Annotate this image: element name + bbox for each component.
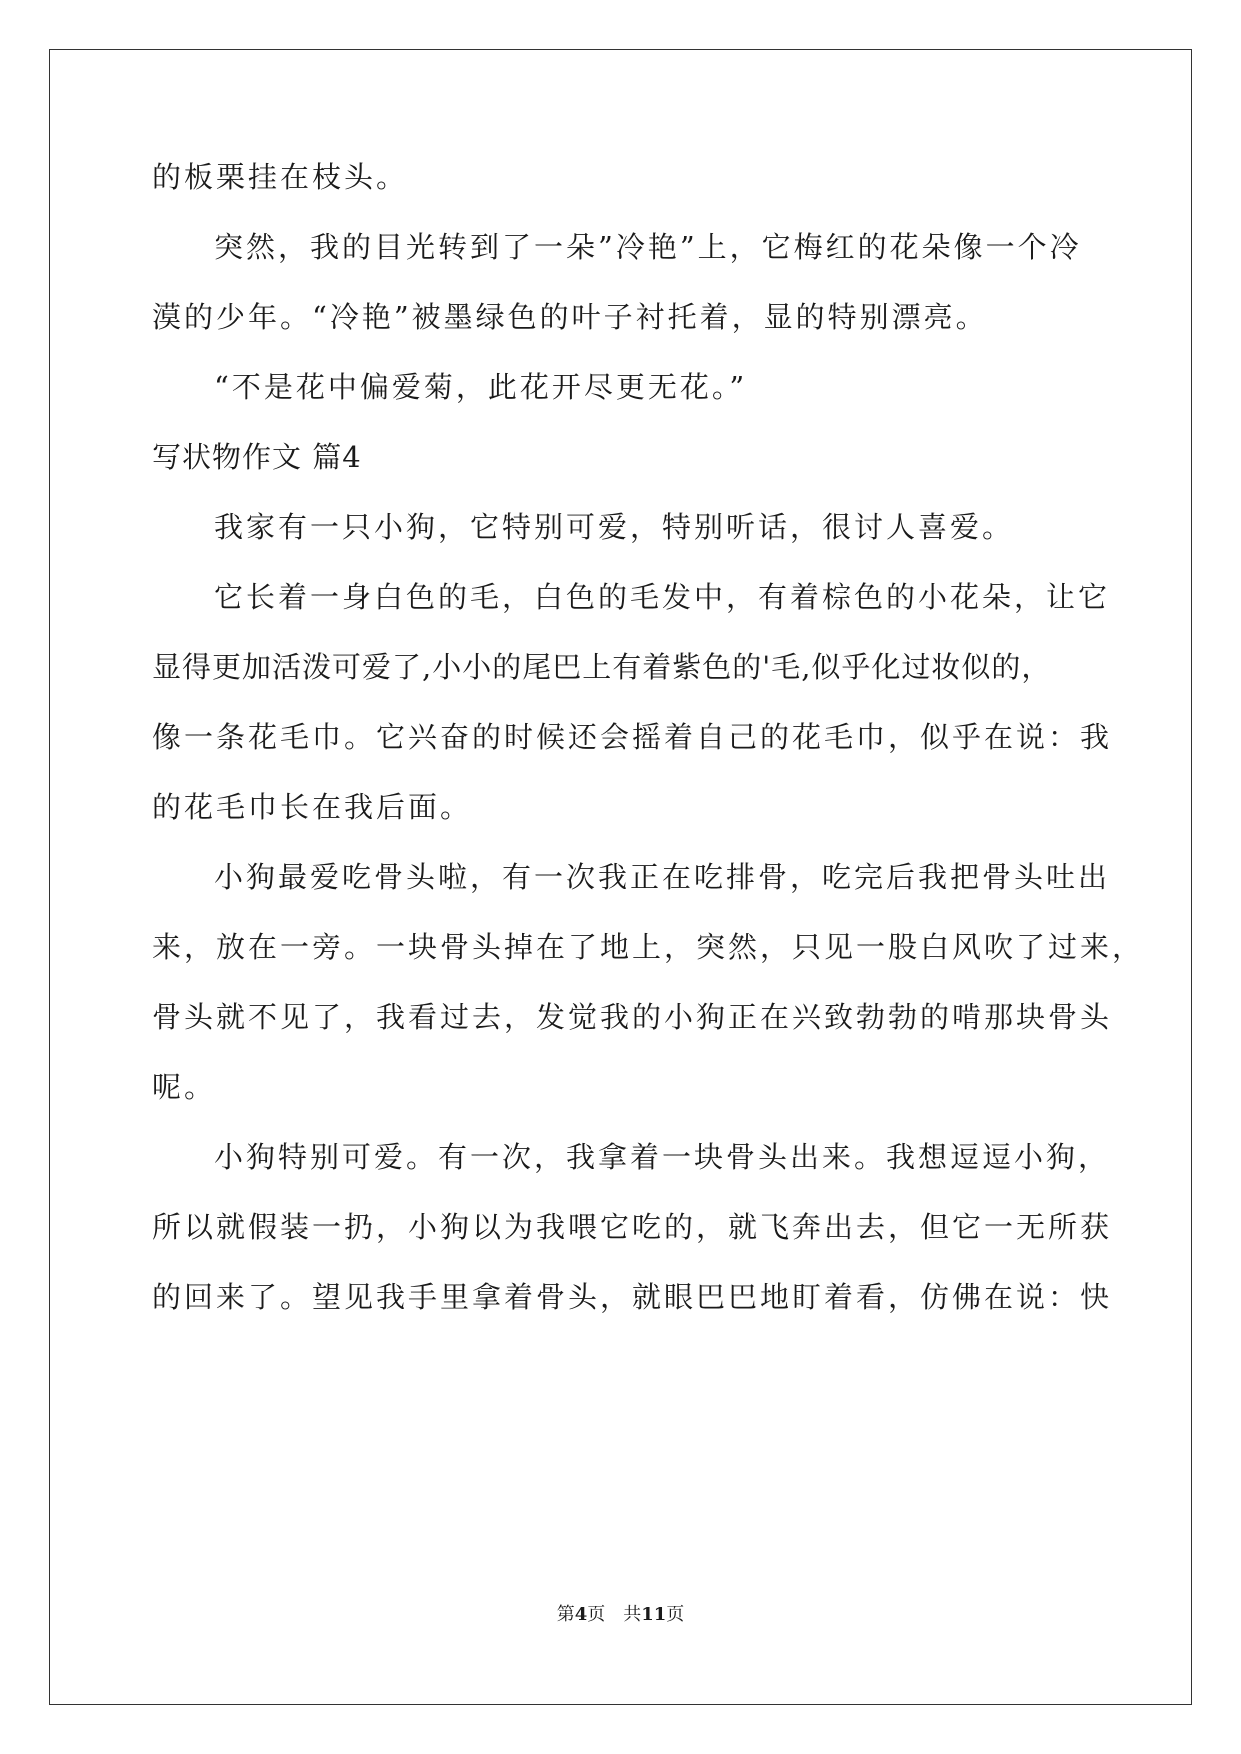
paragraph-line: 来，放在一旁。一块骨头掉在了地上，突然，只见一股白风吹了过来，: [152, 930, 1145, 964]
paragraph-line: 骨头就不见了，我看过去，发觉我的小狗正在兴致勃勃的啃那块骨头: [152, 1000, 1113, 1034]
section-heading: 写状物作文 篇4: [152, 440, 362, 474]
paragraph-line: 小狗最爱吃骨头啦，有一次我正在吃排骨，吃完后我把骨头吐出: [214, 860, 1111, 894]
total-prefix: 共: [623, 1604, 642, 1625]
paragraph-line: “不是花中偏爱菊，此花开尽更无花。”: [214, 370, 748, 404]
page-total: 11: [641, 1604, 667, 1625]
paragraph-line: 漠的少年。“冷艳”被墨绿色的叶子衬托着，显的特别漂亮。: [152, 300, 988, 334]
total-suffix: 页: [666, 1604, 685, 1625]
page-footer: [0, 1603, 1241, 1627]
paragraph-line: 小狗特别可爱。有一次，我拿着一块骨头出来。我想逗逗小狗，: [214, 1140, 1111, 1174]
paragraph-line: 突然，我的目光转到了一朵”冷艳”上，它梅红的花朵像一个冷: [214, 230, 1082, 264]
paragraph-line: 所以就假装一扔，小狗以为我喂它吃的，就飞奔出去，但它一无所获: [152, 1210, 1113, 1244]
paragraph-line: 呢。: [152, 1070, 217, 1104]
paragraph-line: 像一条花毛巾。它兴奋的时候还会摇着自己的花毛巾，似乎在说：我: [152, 720, 1113, 754]
page-prefix: 第: [556, 1604, 575, 1625]
page-current: 4: [574, 1604, 588, 1625]
paragraph-line: 的花毛巾长在我后面。: [152, 790, 473, 824]
paragraph-line: 的回来了。望见我手里拿着骨头，就眼巴巴地盯着看，仿佛在说：快: [152, 1280, 1113, 1314]
paragraph-line: 它长着一身白色的毛，白色的毛发中，有着棕色的小花朵，让它: [214, 580, 1111, 614]
page-label: 页: [587, 1604, 606, 1625]
paragraph-line: 显得更加活泼可爱了,小小的尾巴上有着紫色的'毛,似乎化过妆似的，: [152, 650, 1052, 684]
paragraph-line: 的板栗挂在枝头。: [152, 160, 409, 194]
paragraph-line: 我家有一只小狗，它特别可爱，特别听话，很讨人喜爱。: [214, 510, 1015, 544]
